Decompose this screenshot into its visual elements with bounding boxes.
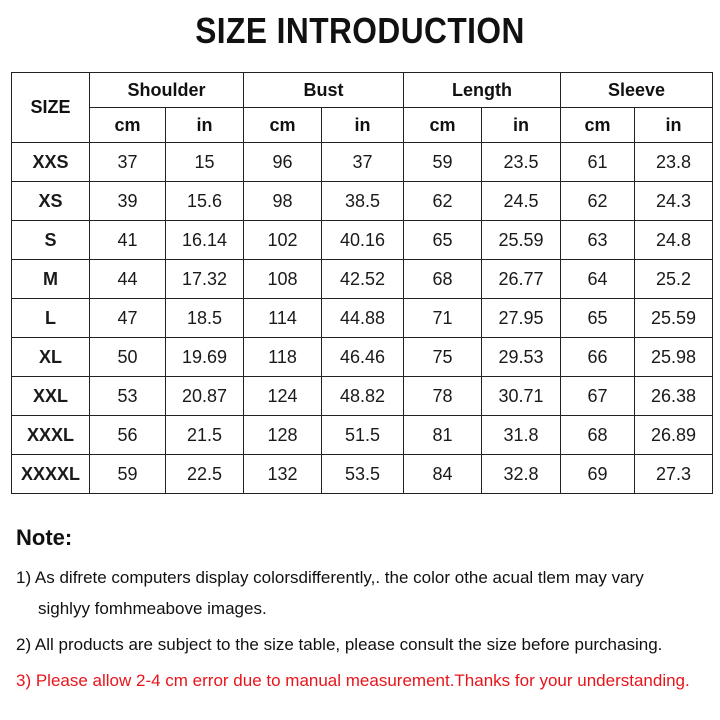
size-table-body bbox=[12, 143, 713, 494]
measurement-cell: 23.5 bbox=[482, 143, 561, 182]
measurement-cell: 25.59 bbox=[482, 221, 561, 260]
measurement-cell: 20.87 bbox=[166, 377, 244, 416]
table-row bbox=[12, 182, 713, 221]
table-row bbox=[12, 455, 713, 494]
measurement-cell: 53.5 bbox=[322, 455, 404, 494]
measurement-cell: 27.3 bbox=[635, 455, 713, 494]
group-header-length: Length bbox=[404, 73, 561, 108]
measurement-cell: 61 bbox=[561, 143, 635, 182]
table-group-header-row bbox=[12, 73, 713, 108]
table-unit-header-row bbox=[12, 108, 713, 143]
measurement-cell: 31.8 bbox=[482, 416, 561, 455]
measurement-cell: 59 bbox=[90, 455, 166, 494]
table-row bbox=[12, 143, 713, 182]
note-line-3-warning: 3) Please allow 2-4 cm error due to manual measurement.Thanks for your understanding. bbox=[16, 671, 690, 690]
measurement-cell: 69 bbox=[561, 455, 635, 494]
measurement-cell: 59 bbox=[404, 143, 482, 182]
measurement-cell: 102 bbox=[244, 221, 322, 260]
measurement-cell: 38.5 bbox=[322, 182, 404, 221]
page-title: SIZE INTRODUCTION bbox=[195, 10, 525, 51]
measurement-cell: 128 bbox=[244, 416, 322, 455]
table-row bbox=[12, 377, 713, 416]
table-row bbox=[12, 260, 713, 299]
group-header-sleeve: Sleeve bbox=[561, 73, 713, 108]
measurement-cell: 96 bbox=[244, 143, 322, 182]
unit-header: in bbox=[322, 108, 404, 143]
table-row bbox=[12, 338, 713, 377]
measurement-cell: 40.16 bbox=[322, 221, 404, 260]
measurement-cell: 22.5 bbox=[166, 455, 244, 494]
measurement-cell: 26.89 bbox=[635, 416, 713, 455]
size-label-cell: L bbox=[12, 299, 90, 338]
measurement-cell: 47 bbox=[90, 299, 166, 338]
measurement-cell: 63 bbox=[561, 221, 635, 260]
size-label-cell: XL bbox=[12, 338, 90, 377]
measurement-cell: 37 bbox=[322, 143, 404, 182]
measurement-cell: 132 bbox=[244, 455, 322, 494]
size-label-cell: XXXL bbox=[12, 416, 90, 455]
measurement-cell: 118 bbox=[244, 338, 322, 377]
unit-header: in bbox=[166, 108, 244, 143]
table-row bbox=[12, 221, 713, 260]
measurement-cell: 25.2 bbox=[635, 260, 713, 299]
measurement-cell: 15.6 bbox=[166, 182, 244, 221]
measurement-cell: 29.53 bbox=[482, 338, 561, 377]
measurement-cell: 23.8 bbox=[635, 143, 713, 182]
measurement-cell: 17.32 bbox=[166, 260, 244, 299]
measurement-cell: 37 bbox=[90, 143, 166, 182]
measurement-cell: 39 bbox=[90, 182, 166, 221]
measurement-cell: 67 bbox=[561, 377, 635, 416]
note-line-2: 2) All products are subject to the size table, please consult the size before purchasing. bbox=[16, 635, 663, 654]
measurement-cell: 41 bbox=[90, 221, 166, 260]
measurement-cell: 71 bbox=[404, 299, 482, 338]
group-header-bust: Bust bbox=[244, 73, 404, 108]
measurement-cell: 24.3 bbox=[635, 182, 713, 221]
measurement-cell: 44.88 bbox=[322, 299, 404, 338]
size-label-cell: M bbox=[12, 260, 90, 299]
measurement-cell: 44 bbox=[90, 260, 166, 299]
size-table bbox=[11, 72, 713, 494]
measurement-cell: 51.5 bbox=[322, 416, 404, 455]
measurement-cell: 25.59 bbox=[635, 299, 713, 338]
note-line-1: 1) As difrete computers display colorsdifferently,. the color othe acual tlem may vary bbox=[16, 568, 644, 587]
measurement-cell: 98 bbox=[244, 182, 322, 221]
measurement-cell: 30.71 bbox=[482, 377, 561, 416]
measurement-cell: 42.52 bbox=[322, 260, 404, 299]
measurement-cell: 78 bbox=[404, 377, 482, 416]
measurement-cell: 65 bbox=[561, 299, 635, 338]
measurement-cell: 108 bbox=[244, 260, 322, 299]
measurement-cell: 15 bbox=[166, 143, 244, 182]
measurement-cell: 21.5 bbox=[166, 416, 244, 455]
measurement-cell: 26.38 bbox=[635, 377, 713, 416]
measurement-cell: 66 bbox=[561, 338, 635, 377]
note-title: Note: bbox=[16, 525, 73, 550]
table-row bbox=[12, 299, 713, 338]
measurement-cell: 24.5 bbox=[482, 182, 561, 221]
measurement-cell: 68 bbox=[404, 260, 482, 299]
measurement-cell: 65 bbox=[404, 221, 482, 260]
measurement-cell: 124 bbox=[244, 377, 322, 416]
measurement-cell: 26.77 bbox=[482, 260, 561, 299]
measurement-cell: 81 bbox=[404, 416, 482, 455]
measurement-cell: 19.69 bbox=[166, 338, 244, 377]
unit-header: in bbox=[635, 108, 713, 143]
unit-header: in bbox=[482, 108, 561, 143]
table-row bbox=[12, 416, 713, 455]
size-label-cell: XXS bbox=[12, 143, 90, 182]
size-label-cell: S bbox=[12, 221, 90, 260]
unit-header: cm bbox=[404, 108, 482, 143]
measurement-cell: 62 bbox=[561, 182, 635, 221]
measurement-cell: 56 bbox=[90, 416, 166, 455]
note-line-1-continued: sighlyy fomhmeabove images. bbox=[38, 599, 267, 618]
measurement-cell: 27.95 bbox=[482, 299, 561, 338]
measurement-cell: 75 bbox=[404, 338, 482, 377]
group-header-shoulder: Shoulder bbox=[90, 73, 244, 108]
measurement-cell: 53 bbox=[90, 377, 166, 416]
measurement-cell: 24.8 bbox=[635, 221, 713, 260]
measurement-cell: 18.5 bbox=[166, 299, 244, 338]
size-label-cell: XS bbox=[12, 182, 90, 221]
size-label-cell: XXL bbox=[12, 377, 90, 416]
measurement-cell: 68 bbox=[561, 416, 635, 455]
measurement-cell: 32.8 bbox=[482, 455, 561, 494]
measurement-cell: 64 bbox=[561, 260, 635, 299]
measurement-cell: 62 bbox=[404, 182, 482, 221]
measurement-cell: 50 bbox=[90, 338, 166, 377]
measurement-cell: 84 bbox=[404, 455, 482, 494]
measurement-cell: 25.98 bbox=[635, 338, 713, 377]
measurement-cell: 114 bbox=[244, 299, 322, 338]
measurement-cell: 48.82 bbox=[322, 377, 404, 416]
measurement-cell: 16.14 bbox=[166, 221, 244, 260]
unit-header: cm bbox=[90, 108, 166, 143]
size-label-cell: XXXXL bbox=[12, 455, 90, 494]
unit-header: cm bbox=[244, 108, 322, 143]
unit-header: cm bbox=[561, 108, 635, 143]
size-column-header: SIZE bbox=[12, 73, 90, 143]
measurement-cell: 46.46 bbox=[322, 338, 404, 377]
